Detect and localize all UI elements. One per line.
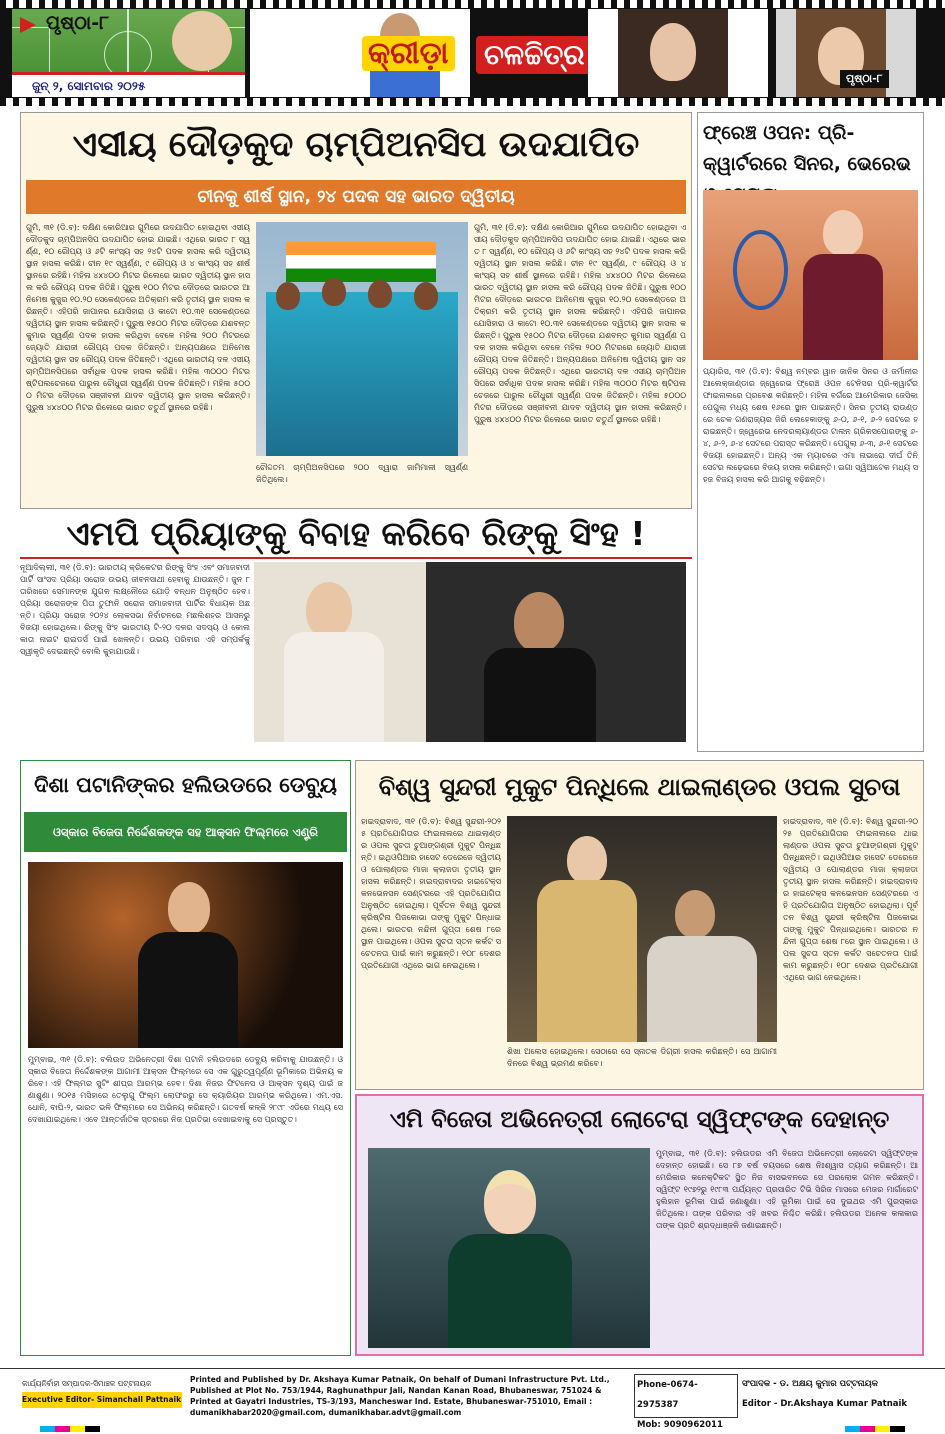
- contact-info: [634, 1374, 738, 1430]
- miss-world-body-right: ହାଇଦ୍ରାବାଦ, ୩୧ (ଡି.ବ): ବିଶ୍ୱ ସୁନ୍ଦରୀ-୨୦୨୫ ପ୍ରତିଯୋଗିତାର ଫାଇନାଲରେ ଥାଇଲାଣ୍ଡର ଓପଲ ସୁଚତା ଚୁଆଙ୍ଗଶ୍ରୀ ମୁକୁଟ ପିନ୍ଧିଛନ୍ତି। ଇଥିଓପିଆର ହାସେଟ ଡେରେଜେ ଦ୍ୱିତୀୟ ଓ ପୋଲାଣ୍ଡର ମାଜା କ୍ଲାଜଡା ତୃତୀୟ ସ୍ଥାନ ହାସଲ କରିଛନ୍ତି। ହାଇଦ୍ରାବାଦର ହାଇଟେକ୍ସ କନଭେନସନ ସେଣ୍ଟରରେ ଏହି ପ୍ରତିଯୋଗିତା ଅନୁଷ୍ଠିତ ହୋଇଥିଲା। ପୂର୍ବତନ ବିଶ୍ୱ ସୁନ୍ଦରୀ କ୍ରିଷ୍ଟିନା ପିଜକୋଭା ତାଙ୍କୁ ମୁକୁଟ ପିନ୍ଧାଇଥିଲେ। ଭାରତର ନନ୍ଦିନୀ ଗୁପ୍ତା ଶେଷ ୮ରେ ସ୍ଥାନ ପାଇଥିଲେ। ଓପଲ ସୁଚତା ସ୍ତନ କର୍କଟ ସଚେତନତା ପାଇଁ କାମ କରୁଛନ୍ତି। ୧୦୮ ଦେଶର ପ୍ରତିଯୋଗୀ ଏଥିରେ ଭାଗ ନେଇଥିଲେ।: [783, 817, 918, 982]
- athletics-caption: ଚୌଦ୍ଦତମ ଚାମ୍ପିଅନସିପରେ ୨୦୦ ଦ୍ୱାରା ଜାମିମାଳୀ ସ୍ୱର୍ଣ୍ଣ ଜିତିଥିଲେ।: [256, 463, 468, 484]
- tennis-photo: [703, 190, 918, 360]
- phone: Phone-0674-2975387: [637, 1380, 698, 1410]
- disha-subhead: ଓସ୍କାର ବିଜେତା ନିର୍ଦ୍ଦେଶକଙ୍କ ସହ ଆକ୍ସନ ଫିଲ୍ମରେ ଏଣ୍ଟ୍ରି: [24, 812, 347, 852]
- miss-world-caption: ଶିଖା ଅଲେସ ହୋଇଥିଲେ। ସେଠାରେ ସେ ସ୍ନାତକ ଡିଗ୍ରୀ ହାସଲ କରିଛନ୍ତି। ସେ ଆଗାମୀ ଦିନରେ ବିଶ୍ୱ ଭ୍ରମଣ କରିବେ।: [507, 1047, 777, 1068]
- rinku-headline: ଏମପି ପ୍ରିୟାଙ୍କୁ ବିବାହ କରିବେ ରିଙ୍କୁ ସିଂହ !: [66, 514, 646, 553]
- film-sprocket-top: [0, 0, 945, 8]
- editor-en: Editor - Dr.Akshaya Kumar Patnaik: [742, 1399, 908, 1409]
- film-sprocket-bottom: [0, 98, 945, 106]
- disha-photo: [28, 862, 343, 1048]
- athletics-subhead: ଚୀନକୁ ଶୀର୍ଷ ସ୍ଥାନ, ୨୪ ପଦକ ସହ ଭାରତ ଦ୍ୱିତୀୟ: [26, 180, 686, 214]
- athletics-body-left: ଗୁମି, ୩୧ (ଡି.ବ): ଦକ୍ଷିଣ କୋରିଆର ଗୁମିରେ ଉଦଯାପିତ ହୋଇଥିବା ଏସୀୟ ଦୌଡ଼କୁଦ ଚାମ୍ପିଅନସିପ ଉଦଯାପିତ ହୋଇ ଯାଇଛି। ଏଥିରେ ଭାରତ ୮ ସ୍ୱର୍ଣ୍ଣ, ୧୦ ରୌପ୍ୟ ଓ ୬ଟି କାଂସ୍ୟ ସହ ୨୪ଟି ପଦକ ହାସଲ କରି ଦ୍ୱିତୀୟ ସ୍ଥାନ ହାସଲ କରିଛି। ଚୀନ ୧୯ ସ୍ୱର୍ଣ୍ଣ, ୯ ରୌପ୍ୟ ଓ ୪ କାଂସ୍ୟ ସହ ଶୀର୍ଷ ସ୍ଥାନରେ ରହିଛି। ମହିଳା ୪x୪୦୦ ମିଟର ରିଲେରେ ଭାରତ ଦ୍ୱିତୀୟ ସ୍ଥାନ ହାସଲ କରି ରୌପ୍ୟ ପଦକ ଜିତିଛି। ପୁରୁଷ ୧୦୦ ମିଟର ଦୌଡ଼ରେ ଭାରତର ଆନିମେଷ କୁଜୁର ୧୦.୨୦ ସେକେଣ୍ଡରେ ଅତିକ୍ରମ କରି ତୃତୀୟ ସ୍ଥାନ ହାସଲ କରିଛନ୍ତି। ଏହିପରି ଜାପାନର ଯୋସିହାରା ଓ କାଟୋ ୧୦.୩୧ ସେକେଣ୍ଡରେ ଦ୍ୱିତୀୟ ସ୍ଥାନ ହାସଲ କରିଛନ୍ତି। ପୁରୁଷ ୧୫୦୦ ମିଟର ଦୌଡ଼ରେ ଯଶବନ୍ତ କୁମାର ସ୍ୱର୍ଣ୍ଣ ପଦକ ହାସଲ କରିଥିବା ବେଳେ ମହିଳା ୨୦୦ ମିଟରରେ ଜ୍ୟୋତି ଯାରାଜୀ ରୌପ୍ୟ ପଦକ ଜିତିଛନ୍ତି। ଅନ୍ୟପକ୍ଷରେ ଅନିମେଷ ଦ୍ୱିତୀୟ ସ୍ଥାନ ସହ ରୌପ୍ୟ ପଦକ ଜିତିଛନ୍ତି। ଏଥିରେ ଭାରତୀୟ ଦଳ ଏସୀୟ ଚାମ୍ପିଅନସିପରେ ସର୍ବାଧିକ ପଦକ ହାସଲ କରିଛି। ମହିଳା ୩୦୦୦ ମିଟର ଷ୍ଟିପଲଚେଜରେ ପାରୁଲ ଚୌଧୁରୀ ସ୍ୱର୍ଣ୍ଣ ପଦକ ଜିତିଛନ୍ତି। ମହିଳା ୫୦୦୦ ମିଟର ଦୌଡ଼ରେ ସଞ୍ଜୀବନୀ ଯାଦବ ଦ୍ୱିତୀୟ ସ୍ଥାନ ହାସଲ କରିଛନ୍ତି। ପୁରୁଷ ୪x୪୦୦ ମିଟର ରିଲେରେ ଭାରତ ଚତୁର୍ଥ ସ୍ଥାନରେ ରହିଛି।: [26, 223, 250, 412]
- executive-editor-en: Executive Editor- Simanchall Pattnaik: [22, 1392, 182, 1408]
- lotte-body: ମୁମ୍ବାଇ, ୩୧ (ଡି.ବ): ହଲିଉଡର ଏମି ବିଜେତା ଅଭିନେତ୍ରୀ ଲୋରେଟା ସ୍ୱିଫ୍ଟଙ୍କ ଦେହାନ୍ତ ହୋଇଛି। ସେ ୮୭ ବର୍ଷ ବୟସରେ ଶେଷ ନିଃଶ୍ୱାସ ତ୍ୟାଗ କରିଛନ୍ତି। ଆମେରିକାର କନେକ୍ଟିକଟ ସ୍ଥିତ ନିଜ ବାସଭବନରେ ସେ ପରଲୋକ ଗମନ କରିଛନ୍ତି। ସ୍ୱିଫ୍ଟ ୧୯୭୨ରୁ ୧୯୮୩ ପର୍ଯ୍ୟନ୍ତ ପ୍ରସାରିତ ଟିଭି ସିରିଜ ମାସରେ ମେଜର ମାର୍ଗାରେଟ ହୁଲିହାନ ଭୂମିକା ପାଇଁ ଜଣାଶୁଣା। ଏହି ଭୂମିକା ପାଇଁ ସେ ଦୁଇଥର ଏମି ପୁରସ୍କାର ଜିତିଥିଲେ। ତାଙ୍କ ପରିବାର ଏହି ଖବର ନିଶ୍ଚିତ କରିଛି। ହଲିଉଡର ଅନେକ କଳାକାର ତାଙ୍କ ପ୍ରତି ଶ୍ରଦ୍ଧାଞ୍ଜଳି ଜଣାଇଛନ୍ତି।: [656, 1149, 918, 1230]
- athletics-photo: [256, 222, 468, 456]
- lotte-headline: ଏମି ବିଜେତା ଅଭିନେତ୍ରୀ ଲୋଟେରା ସ୍ୱିଫ୍ଟଙ୍କ ଦେହାନ୍ତ: [389, 1107, 890, 1133]
- athletics-body-right: ଗୁମି, ୩୧ (ଡି.ବ): ଦକ୍ଷିଣ କୋରିଆର ଗୁମିରେ ଉଦଯାପିତ ହୋଇଥିବା ଏସୀୟ ଦୌଡ଼କୁଦ ଚାମ୍ପିଅନସିପ ଉଦଯାପିତ ହୋଇ ଯାଇଛି। ଏଥିରେ ଭାରତ ୮ ସ୍ୱର୍ଣ୍ଣ, ୧୦ ରୌପ୍ୟ ଓ ୬ଟି କାଂସ୍ୟ ସହ ୨୪ଟି ପଦକ ହାସଲ କରି ଦ୍ୱିତୀୟ ସ୍ଥାନ ହାସଲ କରିଛି। ଚୀନ ୧୯ ସ୍ୱର୍ଣ୍ଣ, ୯ ରୌପ୍ୟ ଓ ୪ କାଂସ୍ୟ ସହ ଶୀର୍ଷ ସ୍ଥାନରେ ରହିଛି। ମହିଳା ୪x୪୦୦ ମିଟର ରିଲେରେ ଭାରତ ଦ୍ୱିତୀୟ ସ୍ଥାନ ହାସଲ କରି ରୌପ୍ୟ ପଦକ ଜିତିଛି। ପୁରୁଷ ୧୦୦ ମିଟର ଦୌଡ଼ରେ ଭାରତର ଆନିମେଷ କୁଜୁର ୧୦.୨୦ ସେକେଣ୍ଡରେ ଅତିକ୍ରମ କରି ତୃତୀୟ ସ୍ଥାନ ହାସଲ କରିଛନ୍ତି। ଏହିପରି ଜାପାନର ଯୋସିହାରା ଓ କାଟୋ ୧୦.୩୧ ସେକେଣ୍ଡରେ ଦ୍ୱିତୀୟ ସ୍ଥାନ ହାସଲ କରିଛନ୍ତି। ପୁରୁଷ ୧୫୦୦ ମିଟର ଦୌଡ଼ରେ ଯଶବନ୍ତ କୁମାର ସ୍ୱର୍ଣ୍ଣ ପଦକ ହାସଲ କରିଥିବା ବେଳେ ମହିଳା ୨୦୦ ମିଟରରେ ଜ୍ୟୋତି ଯାରାଜୀ ରୌପ୍ୟ ପଦକ ଜିତିଛନ୍ତି। ଅନ୍ୟପକ୍ଷରେ ଅନିମେଷ ଦ୍ୱିତୀୟ ସ୍ଥାନ ସହ ରୌପ୍ୟ ପଦକ ଜିତିଛନ୍ତି। ଏଥିରେ ଭାରତୀୟ ଦଳ ଏସୀୟ ଚାମ୍ପିଅନସିପରେ ସର୍ବାଧିକ ପଦକ ହାସଲ କରିଛି। ମହିଳା ୩୦୦୦ ମିଟର ଷ୍ଟିପଲଚେଜରେ ପାରୁଲ ଚୌଧୁରୀ ସ୍ୱର୍ଣ୍ଣ ପଦକ ଜିତିଛନ୍ତି। ମହିଳା ୫୦୦୦ ମିଟର ଦୌଡ଼ରେ ସଞ୍ଜୀବନୀ ଯାଦବ ଦ୍ୱିତୀୟ ସ୍ଥାନ ହାସଲ କରିଛନ୍ତି। ପୁରୁଷ ୪x୪୦୦ ମିଟର ରିଲେରେ ଭାରତ ଚତୁର୍ଥ ସ୍ଥାନରେ ରହିଛି।: [474, 223, 686, 424]
- section-logo-sports: କ୍ରୀଡ଼ା: [362, 36, 455, 71]
- miss-world-body-left: ହାଇଦ୍ରାବାଦ, ୩୧ (ଡି.ବ): ବିଶ୍ୱ ସୁନ୍ଦରୀ-୨୦୨୫ ପ୍ରତିଯୋଗିତାର ଫାଇନାଲରେ ଥାଇଲାଣ୍ଡର ଓପଲ ସୁଚତା ଚୁଆଙ୍ଗଶ୍ରୀ ମୁକୁଟ ପିନ୍ଧିଛନ୍ତି। ଇଥିଓପିଆର ହାସେଟ ଡେରେଜେ ଦ୍ୱିତୀୟ ଓ ପୋଲାଣ୍ଡର ମାଜା କ୍ଲାଜଡା ତୃତୀୟ ସ୍ଥାନ ହାସଲ କରିଛନ୍ତି। ହାଇଦ୍ରାବାଦର ହାଇଟେକ୍ସ କନଭେନସନ ସେଣ୍ଟରରେ ଏହି ପ୍ରତିଯୋଗିତା ଅନୁଷ୍ଠିତ ହୋଇଥିଲା। ପୂର୍ବତନ ବିଶ୍ୱ ସୁନ୍ଦରୀ କ୍ରିଷ୍ଟିନା ପିଜକୋଭା ତାଙ୍କୁ ମୁକୁଟ ପିନ୍ଧାଇଥିଲେ। ଭାରତର ନନ୍ଦିନୀ ଗୁପ୍ତା ଶେଷ ୮ରେ ସ୍ଥାନ ପାଇଥିଲେ। ଓପଲ ସୁଚତା ସ୍ତନ କର୍କଟ ସଚେତନତା ପାଇଁ କାମ କରୁଛନ୍ତି। ୧୦୮ ଦେଶର ପ୍ରତିଯୋଗୀ ଏଥିରେ ଭାଗ ନେଇଥିଲେ।: [361, 817, 501, 970]
- french-open-body: ପ୍ୟାରିସ, ୩୧ (ଡି.ବ): ବିଶ୍ୱ ନମ୍ବର ୱାନ ଜାନିକ ସିନର ଓ ଜର୍ମାନୀର ଆଲେକ୍ଜାଣ୍ଡାର ଜ୍ୱେରେଭ ଫ୍ରେଞ୍ଚ ଓପନ ଟେନିସର ପ୍ରି-କ୍ୱାର୍ଟର ଫାଇନାଲରେ ପ୍ରବେଶ କରିଛନ୍ତି। ମହିଳା ବର୍ଗରେ ଆମେରିକାର ଜେସିକା ପେଗୁଲା ମଧ୍ୟ ଶେଷ ୧୬ରେ ସ୍ଥାନ ପାଇଛନ୍ତି। ସିନର ତୃତୀୟ ରାଉଣ୍ଡରେ ଚେକ ଗଣରାଜ୍ୟର ଜିରି ଲେହେକାଙ୍କୁ ୬-୦, ୬-୧, ୬-୨ ସେଟରେ ହରାଇଛନ୍ତି। ଜ୍ୱେରେଭ ନେଦରଲ୍ୟାଣ୍ଡର ଟାଲନ ଗ୍ରିକସପୋରଙ୍କୁ ୬-୪, ୬-୨, ୬-୪ ସେଟରେ ପରାସ୍ତ କରିଛନ୍ତି। ପେଗୁଲା ୬-୩, ୬-୧ ସେଟରେ ବିଜୟୀ ହୋଇଛନ୍ତି। ଅନ୍ୟ ଏକ ମ୍ୟାଚରେ ଏମା ନାଭାରୋ ଦୀର୍ଘ ତିନି ସେଟର ଲଢ଼େଇରେ ବିଜୟ ହାସଲ କରିଛନ୍ତି। ଇଗା ସ୍ୱିଆଟେକ ମଧ୍ୟ ସହଜ ବିଜୟ ହାସଲ କରି ଆଗକୁ ବଢ଼ିଛନ୍ତି।: [703, 367, 918, 484]
- executive-editor-odia: କାର୍ଯ୍ୟନିର୍ବାହୀ ସମ୍ପାଦକ-ସିମାଞ୍ଚଳ ପଟ୍ଟନାୟକ: [22, 1379, 152, 1388]
- rinku-body-left: ନୂଆଦିଲ୍ଲୀ, ୩୧ (ଡି.ବ): ଭାରତୀୟ କ୍ରିକେଟର ରିଙ୍କୁ ସିଂହ ଏବଂ ସମାଜବାଦୀ ପାର୍ଟି ସାଂସଦ ପ୍ରିୟା ସରୋଜ ଉଭୟ ଜୀବନସାଥୀ ହେବାକୁ ଯାଉଛନ୍ତି। ଜୁନ ୮ ତାରିଖରେ ସେମାନଙ୍କ ଯୁଗଳ ଲକ୍ଷ୍ନୌରେ ଯୋଡ଼ି ବନ୍ଧନ ଅନୁଷ୍ଠିତ ହେବ। ପ୍ରିୟା ସରୋଜଙ୍କ ପିତା ତୁଫାନି ସରୋଜ ସମାଜବାଦୀ ପାର୍ଟିର ବିଧାୟକ ଅଛନ୍ତି। ପ୍ରିୟା ସରୋଜ ୨୦୨୪ ଲୋକସଭା ନିର୍ବାଚନରେ ମଛଲିଶହର ଆସନରୁ ବିଜୟୀ ହୋଇଥିଲେ। ରିଙ୍କୁ ସିଂହ ଭାରତୀୟ ଟି-୨୦ ଦଳର ସଦସ୍ୟ ଓ କୋଲକାତା ନାଇଟ ରାଇଡର୍ସ ପାଇଁ ଖେଳନ୍ତି। ଉଭୟ ପରିବାର ଏହି ସମ୍ପର୍କକୁ ସ୍ୱୀକୃତି ଦେଇଛନ୍ତି ବୋଲି କୁହାଯାଉଛି।: [20, 563, 250, 656]
- issue-date: ଜୁନ୍ ୨, ସୋମବାର ୨୦୨୫: [12, 72, 245, 97]
- page-label: ପୃଷ୍ଠା-୮: [12, 9, 112, 39]
- mobile: Mob: 9090962011: [637, 1420, 723, 1430]
- rinku-photo: [254, 562, 686, 742]
- editor-odia: ସଂପାଦକ - ଡ. ଅକ୍ଷୟ କୁମାର ପଟ୍ଟନାୟକ: [742, 1379, 878, 1389]
- cmyk-registration-left: [40, 1426, 100, 1432]
- lotte-photo: [368, 1148, 650, 1348]
- french-open-headline: ଫ୍ରେଞ୍ଚ ଓପନ: ପ୍ରି-କ୍ୱାର୍ଟରରେ ସିନର, ଭେରେଭ: [703, 122, 911, 175]
- executive-editor: [22, 1376, 182, 1416]
- page-label-right: ପୃଷ୍ଠା-୮: [840, 70, 889, 88]
- editor-info: [742, 1374, 922, 1418]
- disha-headline: ଦିଶା ପଟାନିଙ୍କର ହଲିଉଡରେ ଡେବ୍ୟୁ: [34, 773, 337, 797]
- miss-world-photo: [507, 816, 777, 1042]
- actress-frame-1: [588, 9, 768, 97]
- rinku-rule: [20, 557, 692, 559]
- printer-details: Printed and Published by Dr. Akshaya Kumar Patnaik, On behalf of Dumani Infrastructure Pvt. Ltd., Published at Plot No. 753/1944, Raghunathpur Jali, Nandan Kanan Road, Bhubaneswar, 751024 & Printed at Gayatri Industries, TS-3/193, Mancheswar Ind. Estate, Bhubaneswar-751010, Email : dumanikhabar2020@gmail.com, dumanikhabar.advt@gmail.com: [190, 1375, 610, 1417]
- disha-body: ମୁମ୍ବାଇ, ୩୧ (ଡି.ବ): ବଲିଉଡ ଅଭିନେତ୍ରୀ ଦିଶା ପଟାନି ହଲିଉଡରେ ଡେବ୍ୟୁ କରିବାକୁ ଯାଉଛନ୍ତି। ଓସ୍କାର ବିଜେତା ନିର୍ଦ୍ଦେଶକଙ୍କ ଆଗାମୀ ଆକ୍ସନ ଫିଲ୍ମରେ ସେ ଏକ ଗୁରୁତ୍ୱପୂର୍ଣ୍ଣ ଭୂମିକାରେ ଅଭିନୟ କରିବେ। ଏହି ଫିଲ୍ମର ସୁଟିଂ ଶୀଘ୍ର ଆରମ୍ଭ ହେବ। ଦିଶା ନିଜର ଫିଟନେସ ଓ ଆକ୍ସନ ଦୃଶ୍ୟ ପାଇଁ ଜଣାଶୁଣା। ୨୦୧୫ ମସିହାରେ ତେଲୁଗୁ ଫିଲ୍ମ ଲୋଫରରୁ ସେ କ୍ୟାରିୟର ଆରମ୍ଭ କରିଥିଲେ। ଏମ.ଏସ. ଧୋନି, ବାଘି-୨, ଭାରତ ଭଳି ଫିଲ୍ମରେ ସେ ଅଭିନୟ କରିଛନ୍ତି। ଗତବର୍ଷ କଳ୍କି ୨୮୯୮ ଏଡିରେ ମଧ୍ୟ ସେ ଦେଖାଯାଇଥିଲେ। ଏବେ ଆନ୍ତର୍ଜାତିକ ସ୍ତରରେ ନିଜ ପ୍ରତିଭା ଦେଖାଇବାକୁ ସେ ପ୍ରସ୍ତୁତ।: [28, 1055, 343, 1124]
- cmyk-registration-right: [845, 1426, 905, 1432]
- athletics-headline: ଏସୀୟ ଦୌଡ଼କୁଦ ଚାମ୍ପିଅନସିପ ଉଦଯାପିତ: [72, 125, 640, 165]
- miss-world-headline: ବିଶ୍ୱ ସୁନ୍ଦରୀ ମୁକୁଟ ପିନ୍ଧିଲେ ଥାଇଲାଣ୍ଡର ଓପଲ ସୁଚତା: [378, 773, 901, 801]
- section-logo-cinema: ଚଳଚ୍ଚିତ୍ର: [476, 36, 593, 74]
